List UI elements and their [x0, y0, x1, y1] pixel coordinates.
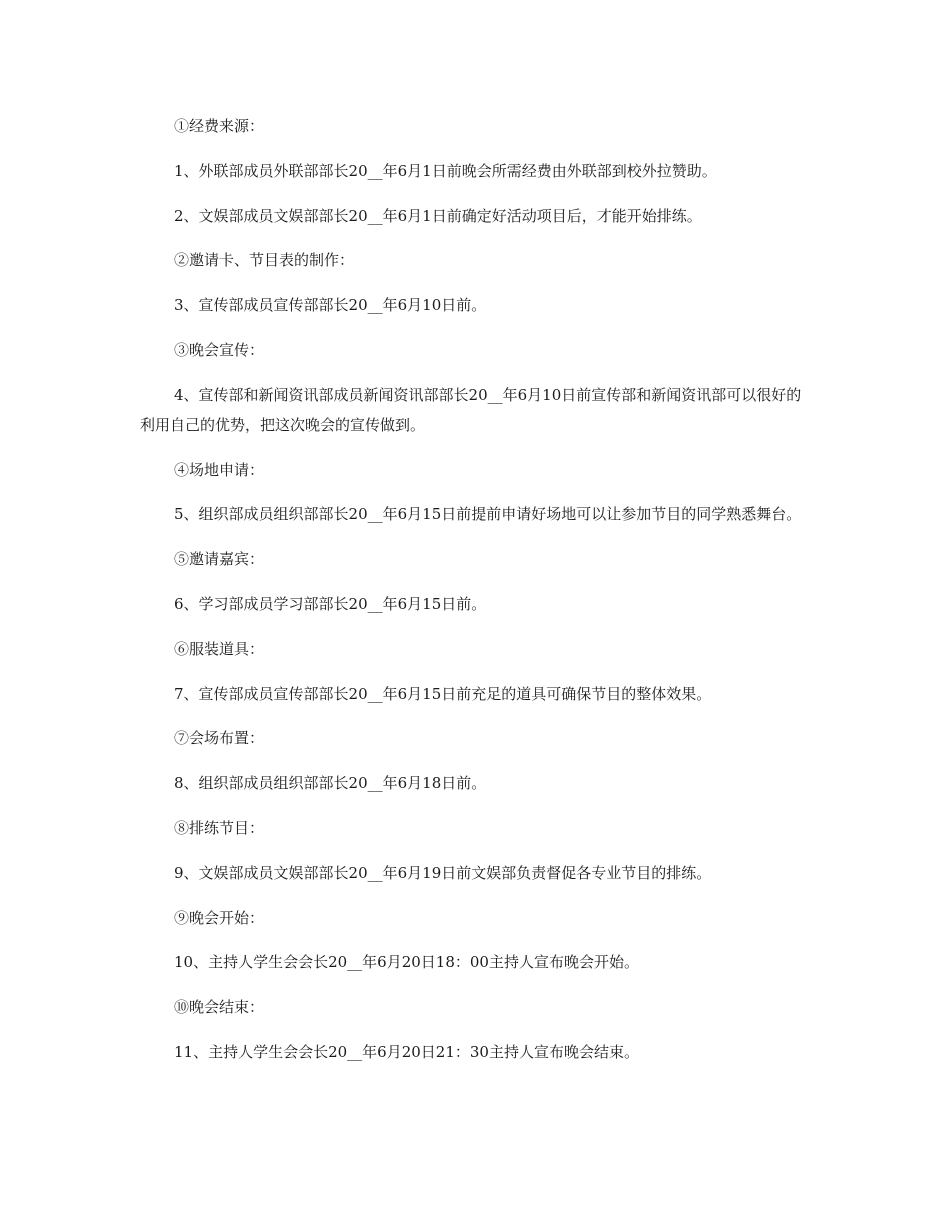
- heading-rehearsal: ⑧排练节目：: [174, 818, 265, 837]
- heading-invite-guests: ⑤邀请嘉宾：: [174, 550, 265, 569]
- item-10: 10、主持人学生会会长20__年6月20日18：00主持人宣布晚会开始。: [174, 953, 639, 972]
- item-3: 3、宣传部成员宣传部部长20__年6月10日前。: [174, 296, 487, 315]
- item-9: 9、文娱部成员文娱部部长20__年6月19日前文娱部负责督促各专业节目的排练。: [174, 863, 712, 882]
- heading-costumes-props: ⑥服装道具：: [174, 639, 265, 658]
- heading-invitation-program: ②邀请卡、节目表的制作：: [174, 251, 355, 270]
- item-8: 8、组织部成员组织部部长20__年6月18日前。: [174, 774, 487, 793]
- item-11: 11、主持人学生会会长20__年6月20日21：30主持人宣布晚会结束。: [174, 1042, 639, 1061]
- document-page: [140, 111, 810, 1067]
- item-7: 7、宣传部成员宣传部部长20__年6月15日前充足的道具可确保节目的整体效果。: [174, 684, 712, 703]
- item-5: 5、组织部成员组织部部长20__年6月15日前提前申请好场地可以让参加节目的同学熟悉舞台。: [174, 505, 802, 524]
- item-2: 2、文娱部成员文娱部部长20__年6月1日前确定好活动项目后，才能开始排练。: [174, 206, 702, 225]
- item-6: 6、学习部成员学习部部长20__年6月15日前。: [174, 594, 487, 613]
- heading-venue-setup: ⑦会场布置：: [174, 729, 265, 748]
- heading-party-start: ⑨晚会开始：: [174, 908, 265, 927]
- heading-venue-application: ④场地申请：: [174, 460, 265, 479]
- heading-party-end: ⑩晚会结束：: [174, 998, 265, 1017]
- item-4: 4、宣传部和新闻资讯部成员新闻资讯部部长20__年6月10日前宣传部和新闻资讯部可以很好的利用自己的优势，把这次晚会的宣传做到。: [140, 385, 802, 434]
- heading-funding-source: ①经费来源：: [174, 117, 265, 135]
- heading-party-promotion: ③晚会宣传：: [174, 340, 265, 359]
- item-1: 1、外联部成员外联部部长20__年6月1日前晚会所需经费由外联部到校外拉赞助。: [174, 161, 717, 180]
